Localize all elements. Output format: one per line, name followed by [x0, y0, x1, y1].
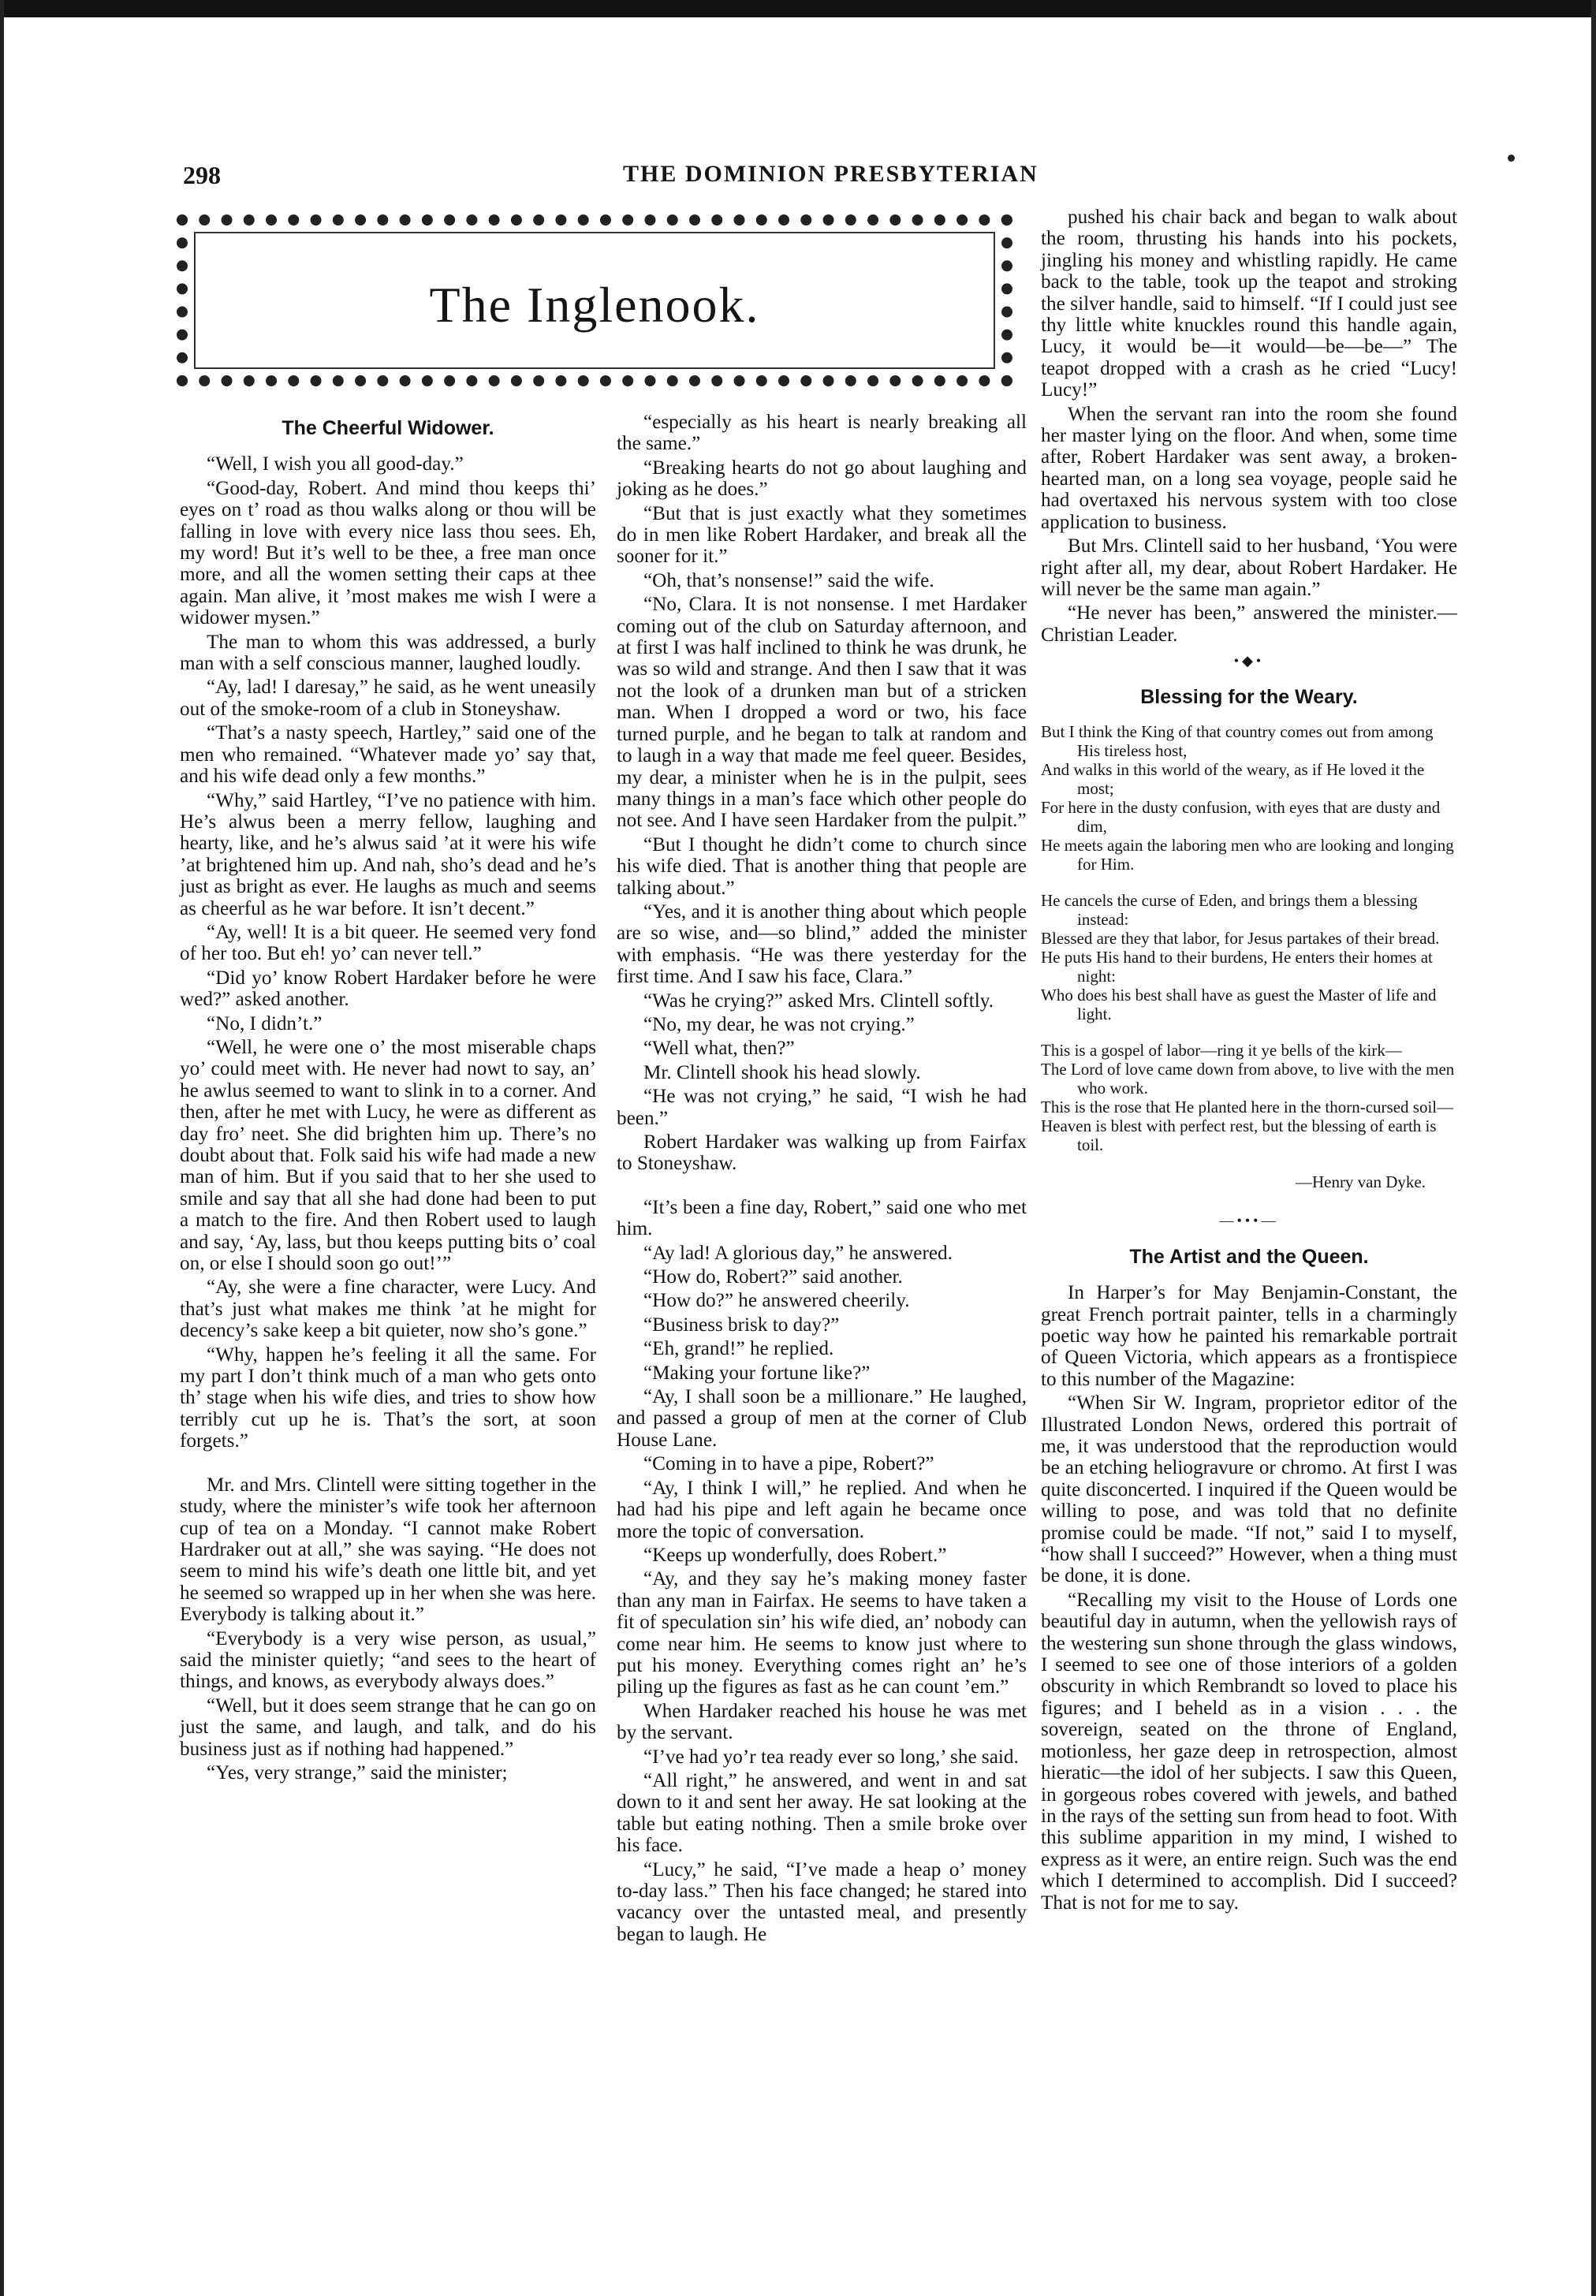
paragraph: “He was not crying,” he said, “I wish he had been.”	[617, 1086, 1027, 1129]
paragraph: “Ay, I think I will,” he replied. And when he had had his pipe and left again he became once more the topic of conversation.	[617, 1477, 1027, 1542]
column-2	[617, 412, 1027, 1948]
paragraph: “Ay, lad! I daresay,” he said, as he went uneasily out of the smoke-room of a club in Stoneyshaw.	[180, 676, 596, 720]
paragraph: “When Sir W. Ingram, proprietor editor of the Illustrated London News, ordered this portrait of me, it was understood that the reproduction would be an etching heliogravure or chromo. At first I was quite disconcerted. I inquired if the Queen would be willing to pose, and was told that no definite promise could be made. “If not,” said I to myself, “how shall I succeed?” However, when a thing must be done, it is done.	[1041, 1392, 1457, 1587]
poem-line: For here in the dusty confusion, with eyes that are dusty and dim,	[1041, 797, 1441, 836]
scan-top-edge	[0, 0, 1596, 17]
poem-line: He puts His hand to their burdens, He enters their homes at night:	[1041, 947, 1433, 986]
paragraph: “Everybody is a very wise person, as usual,” said the minister quietly; “and sees to the heart of things, and knows, as everybody always does.”	[180, 1627, 596, 1693]
poem-signature: —Henry van Dyke.	[1295, 1172, 1426, 1191]
paragraph: “No, my dear, he was not crying.”	[643, 1013, 915, 1035]
poem	[1041, 722, 1457, 1154]
paragraph: “Ay, well! It is a bit queer. He seemed very fond of her too. But eh! yo’ can never tell.”	[180, 921, 596, 965]
paragraph: “Eh, grand!” he replied.	[643, 1338, 834, 1360]
column-2-body	[617, 412, 1027, 1945]
poem-line: But I think the King of that country comes out from among His tireless host,	[1041, 721, 1434, 760]
paragraph: “Ay, and they say he’s making money faster than any man in Fairfax. He seems to have taken a fit of speculation sin’ his wife died, an’ nobody can come near him. He seems to know just where to put his money. Everything comes right an’ he’s piling up the figures as fast as he can count ’em.”	[617, 1568, 1027, 1698]
paragraph: “Why,” said Hartley, “I’ve no patience with him. He’s alwus been a merry fellow, laughing and hearty, like, and he’s alwus said ’at it were his wife ’at brightened him up. And nah, sho’s dead and he’s just as bright as ever. He laughs as much and seems as cheerful as he war before. It isn’t decent.”	[180, 789, 596, 919]
scan-right-edge	[1591, 0, 1596, 2296]
paragraph: Mr. Clintell shook his head slowly.	[643, 1061, 921, 1083]
paragraph: “But that is just exactly what they sometimes do in men like Robert Hardaker, and break all the sooner for it.”	[617, 502, 1027, 568]
paragraph: Robert Hardaker was walking up from Fairfax to Stoneyshaw.	[617, 1131, 1027, 1175]
paragraph: “Well what, then?”	[643, 1038, 795, 1060]
page-number: 298	[183, 161, 221, 189]
paragraph: In Harper’s for May Benjamin-Constant, the great French portrait painter, tells in a charmingly poetic way how he painted his remarkable portrait of Queen Victoria, which appears as a frontispiece to this number of the Magazine:	[1041, 1282, 1457, 1390]
paragraph: “Making your fortune like?”	[643, 1362, 871, 1384]
poem-line: This is a gospel of labor—ring it ye bells of the kirk—	[1041, 1040, 1402, 1060]
paragraph: “Oh, that’s nonsense!” said the wife.	[643, 569, 934, 591]
paragraph: “That’s a nasty speech, Hartley,” said one of the men who remained. “Whatever made yo’ say that, and his wife dead only a few months.”	[180, 722, 596, 788]
paragraph: “Lucy,” he said, “I’ve made a heap o’ money to-day lass.” Then his face changed; he stared into vacancy over the untasted meal, and presently began to laugh. He	[617, 1858, 1027, 1945]
paragraph: “Was he crying?” asked Mrs. Clintell softly.	[643, 990, 994, 1012]
paragraph: When Hardaker reached his house he was met by the servant.	[617, 1700, 1027, 1744]
paragraph: “especially as his heart is nearly breaking all the same.”	[617, 412, 1027, 455]
paragraph: “Breaking hearts do not go about laughing and joking as he does.”	[617, 457, 1027, 501]
paragraph: “Well, he were one o’ the most miserable chaps yo’ could meet with. He never had nowt to say, an’ he awlus seemed to want to slink in to a corner. And then, after he met with Lucy, he were as different as day fro’ neet. She did brighten him up. There’s no doubt about that. Folk said his wife had made a new man of him. But if you said that to her she used to smile and say that all she had done had been to put a match to the fire. And then Robert used to laugh and say, ‘Ay, lass, but thou keeps putting bits o’ coal on, or else I should soon go out!’”	[180, 1036, 596, 1275]
poem-line: Heaven is blest with perfect rest, but the blessing of earth is toil.	[1041, 1116, 1437, 1154]
paragraph: “All right,” he answered, and went in and sat down to it and sent her away. He sat looking at the table but eating nothing. Then a smile broke over his face.	[617, 1769, 1027, 1857]
paragraph: pushed his chair back and began to walk about the room, thrusting his hands into his pockets, jingling his money and whistling rapidly. He came back to the table, took up the teapot and stroking the silver handle, said to himself. “If I could just see thy little white knuckles round this handle again, Lucy, it would be—it would—be—be—” The teapot dropped with a crash as he cried “Lucy! Lucy!”	[1041, 207, 1457, 401]
paragraph: “No, I didn’t.”	[207, 1012, 323, 1034]
column-3-story-end	[1041, 207, 1457, 646]
paragraph: “I’ve had yo’r tea ready ever so long,’ she said.	[643, 1746, 1019, 1768]
paragraph: “Ay, she were a fine character, were Lucy. And that’s just what makes me think ’at he might for decency’s sake keep a bit quieter, now sho’s gone.”	[180, 1277, 596, 1342]
paragraph: “How do, Robert?” said another.	[643, 1266, 903, 1288]
poem-stanza	[1041, 722, 1457, 874]
paragraph: The man to whom this was addressed, a burly man with a self conscious manner, laughed loudly.	[180, 631, 596, 675]
paragraph: Mr. and Mrs. Clintell were sitting together in the study, where the minister’s wife took her afternoon cup of tea on a Monday. “I cannot make Robert Hardraker out at all,” she was saying. “He does not seem to mind his wife’s death one little bit, and yet he seemed so wrapped up in her when she was here. Everybody is talking about it.”	[180, 1474, 596, 1626]
poem-line: He meets again the laboring men who are looking and longing for Him.	[1041, 835, 1454, 874]
speck	[1508, 155, 1515, 162]
running-head: THE DOMINION PRESBYTERIAN	[623, 161, 1039, 187]
poem-stanza	[1041, 891, 1457, 1023]
poem-line: Blessed are they that labor, for Jesus partakes of their bread.	[1041, 928, 1440, 948]
paragraph: “Yes, very strange,” said the minister;	[207, 1761, 508, 1784]
poem-line: He cancels the curse of Eden, and brings them a blessing instead:	[1041, 890, 1418, 929]
column-1	[180, 418, 596, 1786]
column-1-body	[180, 453, 596, 1784]
column-3	[1041, 207, 1457, 1916]
paragraph: “Good-day, Robert. And mind thou keeps thi’ eyes on t’ road as thou walks along or thou will be falling in love with every nice lass thou sees. Eh, my word! But it’s well to be thee, a free man once more, and all the women setting their caps at thee again. Man alive, it ’most makes me wish I were a widower mysen.”	[180, 477, 596, 629]
paragraph: “But I thought he didn’t come to church since his wife died. That is another thing that people are talking about.”	[617, 833, 1027, 899]
paragraph: When the servant ran into the room she found her master lying on the floor. And when, some time after, Robert Hardaker was sent away, a broken-hearted man, on a long sea voyage, people said he had overtaxed his nervous system with too close application to business.	[1041, 403, 1457, 533]
poem-line: The Lord of love came down from above, to live with the men who work.	[1041, 1059, 1455, 1098]
paragraph: “Keeps up wonderfully, does Robert.”	[643, 1544, 947, 1566]
poem-stanza	[1041, 1041, 1457, 1154]
ornament: —•••—	[1219, 1213, 1279, 1229]
article-title: The Artist and the Queen.	[1129, 1245, 1369, 1268]
paragraph: “Yes, and it is another thing about which people are so wise, and—so blind,” added the minister with emphasis. “He was there yesterday for the first time. And I saw his face, Clara.”	[617, 900, 1027, 988]
paragraph: “How do?” he answered cheerily.	[643, 1290, 910, 1312]
paragraph: “Ay lad! A glorious day,” he answered.	[643, 1242, 953, 1264]
paragraph: But Mrs. Clintell said to her husband, ‘You were right after all, my dear, about Robert Hardaker. He will never be the same man again.”	[1041, 535, 1457, 600]
paragraph: “Coming in to have a pipe, Robert?”	[643, 1453, 934, 1475]
paragraph: “Did yo’ know Robert Hardaker before he were wed?” asked another.	[180, 967, 596, 1011]
paragraph: “Recalling my visit to the House of Lords one beautiful day in autumn, when the yellowish rays of the westering sun shone through the glass windows, I seemed to see one of those interiors of a golden obscurity in which Rembrandt so loved to place his figures; and I beheld as in a vision . . . the sovereign, seated on the throne of England, motionless, her gaze deep in retrospection, almost hieratic—the idol of her subjects. I saw this Queen, in gorgeous robes covered with jewels, and bathed in the rays of the setting sun from head to foot. With this sublime apparition in my mind, I wished to express as it were, an entire reign. Such was the end which I determined to accomplish. Did I succeed? That is not for me to say.	[1041, 1589, 1457, 1914]
ornament: •◆•	[1233, 653, 1265, 669]
section-title: The Inglenook.	[429, 277, 760, 333]
article-body	[1041, 1282, 1457, 1914]
paragraph: “No, Clara. It is not nonsense. I met Hardaker coming out of the club on Saturday afternoon, and at first I was half inclined to think he was drunk, he was so wild and strange. And then I saw that it was not the look of a drunken man but of a stricken man. When I dropped a word or two, his face turned purple, and he began to talk at random and to laugh in a way that made me feel queer. Besides, my dear, a minister when he is in the pulpit, sees many things in a man’s face which other people do not see. And I have seen Hardaker from the pulpit.”	[617, 594, 1027, 832]
poem-line: Who does his best shall have as guest the Master of life and light.	[1041, 985, 1437, 1023]
paragraph: “He never has been,” answered the minister.—Christian Leader.	[1041, 602, 1457, 646]
section-banner	[177, 214, 1012, 386]
scan-left-edge	[0, 0, 4, 2296]
paragraph: “Ay, I shall soon be a millionare.” He laughed, and passed a group of men at the corner of Club House Lane.	[617, 1386, 1027, 1451]
poem-line: And walks in this world of the weary, as if He loved it the most;	[1041, 759, 1425, 798]
paragraph: “Well, I wish you all good-day.”	[207, 453, 464, 475]
paragraph: “Business brisk to day?”	[643, 1314, 840, 1336]
poem-title: Blessing for the Weary.	[1140, 685, 1358, 708]
story-title: The Cheerful Widower.	[282, 417, 494, 439]
poem-line: This is the rose that He planted here in the thorn-cursed soil—	[1041, 1097, 1454, 1116]
paragraph: “It’s been a fine day, Robert,” said one who met him.	[617, 1196, 1027, 1240]
paragraph: “Why, happen he’s feeling it all the same. For my part I don’t think much of a man who gets onto th’ stage when his wife dies, and tries to show how terribly cut up he is. That’s the sort, at soon forgets.”	[180, 1344, 596, 1452]
paragraph: “Well, but it does seem strange that he can go on just the same, and laugh, and talk, and do his business just as if nothing had happened.”	[180, 1694, 596, 1760]
